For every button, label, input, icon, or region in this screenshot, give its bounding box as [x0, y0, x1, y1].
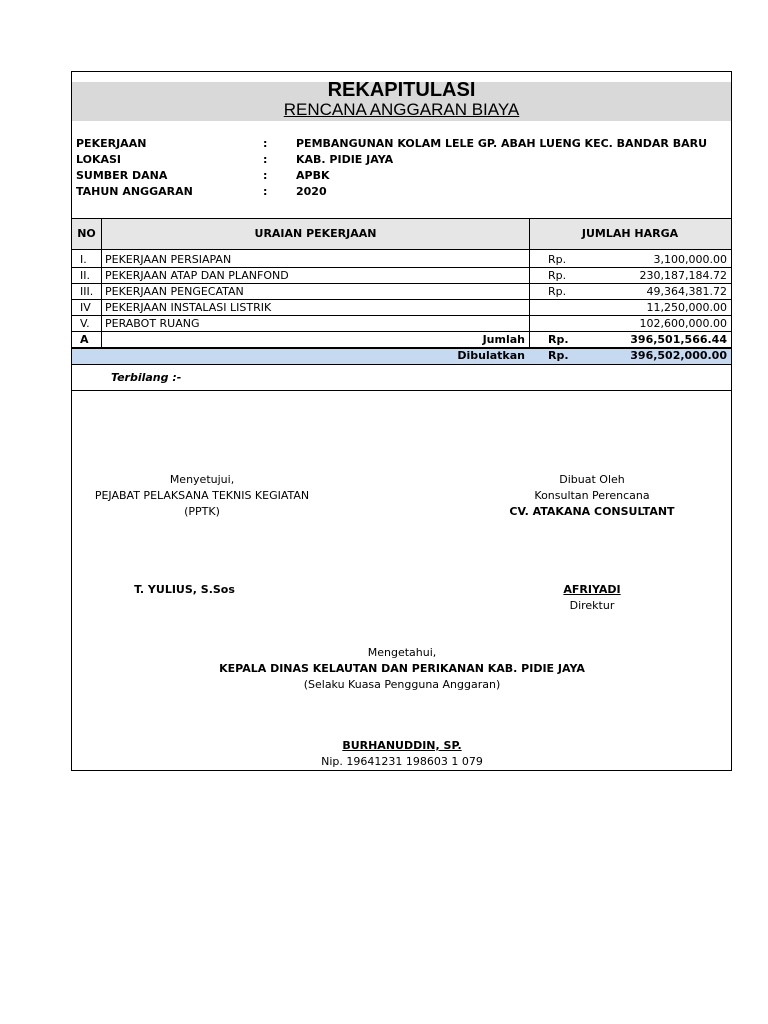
table-row	[72, 300, 731, 316]
document-title: REKAPITULASI	[327, 79, 476, 101]
header-amount: JUMLAH HARGA	[581, 227, 679, 240]
center-sig-line3: (Selaku Kuasa Pengguna Anggaran)	[303, 678, 501, 691]
row-no: I.	[80, 253, 87, 266]
row-amount: 11,250,000.00	[646, 301, 727, 314]
row-description: PERABOT RUANG	[105, 317, 200, 330]
info-colon: :	[263, 153, 268, 166]
total-row	[72, 332, 731, 348]
table-row	[72, 268, 731, 284]
left-signatory-name: T. YULIUS, S.Sos	[134, 583, 235, 596]
header-no: NO	[77, 227, 96, 240]
info-value: PEMBANGUNAN KOLAM LELE GP. ABAH LUENG KEC. BANDAR BARU	[296, 137, 708, 150]
grid-line	[101, 218, 102, 348]
total-currency: Rp.	[548, 333, 569, 346]
table-header	[72, 218, 731, 250]
document-frame	[71, 71, 732, 771]
row-no: IV	[80, 301, 91, 314]
info-colon: :	[263, 185, 268, 198]
total-label: Jumlah	[482, 333, 525, 346]
divider	[72, 390, 731, 391]
center-sig-line2: KEPALA DINAS KELAUTAN DAN PERIKANAN KAB. PIDIE JAYA	[219, 662, 585, 675]
right-sig-line3: CV. ATAKANA CONSULTANT	[509, 505, 675, 518]
info-label: PEKERJAAN	[76, 137, 147, 150]
grid-line	[529, 218, 530, 348]
row-no: III.	[80, 285, 94, 298]
row-amount: 102,600,000.00	[639, 317, 727, 330]
info-value: 2020	[296, 185, 327, 198]
center-signature-block	[152, 645, 652, 693]
right-sig-line1: Dibuat Oleh	[559, 473, 625, 486]
rounded-label: Dibulatkan	[457, 349, 525, 362]
info-value: KAB. PIDIE JAYA	[296, 153, 394, 166]
left-signature-block	[82, 472, 322, 520]
info-label: LOKASI	[76, 153, 122, 166]
right-signature-block	[492, 472, 692, 520]
row-description: PEKERJAAN PENGECATAN	[105, 285, 244, 298]
rounded-row	[72, 348, 731, 365]
right-sig-line2: Konsultan Perencana	[534, 489, 650, 502]
center-signatory-nip: Nip. 19641231 198603 1 079	[321, 755, 483, 768]
row-no: II.	[80, 269, 90, 282]
row-currency: Rp.	[548, 269, 567, 282]
row-currency: Rp.	[548, 285, 567, 298]
left-sig-line1: Menyetujui,	[169, 473, 235, 486]
info-value: APBK	[296, 169, 330, 182]
info-colon: :	[263, 137, 268, 150]
table-row	[72, 316, 731, 332]
info-colon: :	[263, 169, 268, 182]
row-description: PEKERJAAN PERSIAPAN	[105, 253, 232, 266]
row-description: PEKERJAAN ATAP DAN PLANFOND	[105, 269, 289, 282]
row-amount: 49,364,381.72	[646, 285, 727, 298]
right-signatory-name: AFRIYADI	[563, 583, 621, 596]
left-sig-line2: PEJABAT PELAKSANA TEKNIS KEGIATAN	[94, 489, 310, 502]
row-description: PEKERJAAN INSTALASI LISTRIK	[105, 301, 272, 314]
table-row	[72, 284, 731, 300]
left-sig-line3: (PPTK)	[184, 505, 220, 518]
center-sig-line1: Mengetahui,	[367, 646, 437, 659]
center-signatory	[152, 738, 652, 770]
right-signatory-title: Direktur	[569, 599, 615, 612]
info-label: TAHUN ANGGARAN	[76, 185, 193, 198]
info-label: SUMBER DANA	[76, 169, 168, 182]
rounded-currency: Rp.	[548, 349, 569, 362]
terbilang-text: Terbilang :-	[111, 371, 182, 384]
header-description: URAIAN PEKERJAAN	[254, 227, 377, 240]
total-no: A	[80, 333, 89, 346]
document-subtitle: RENCANA ANGGARAN BIAYA	[283, 100, 520, 119]
row-amount: 3,100,000.00	[653, 253, 727, 266]
rounded-amount: 396,502,000.00	[630, 349, 727, 362]
center-signatory-name: BURHANUDDIN, SP.	[342, 739, 462, 752]
row-amount: 230,187,184.72	[639, 269, 727, 282]
row-no: V.	[80, 317, 90, 330]
row-currency: Rp.	[548, 253, 567, 266]
total-amount: 396,501,566.44	[630, 333, 727, 346]
right-signatory	[492, 582, 692, 614]
table-row	[72, 252, 731, 268]
